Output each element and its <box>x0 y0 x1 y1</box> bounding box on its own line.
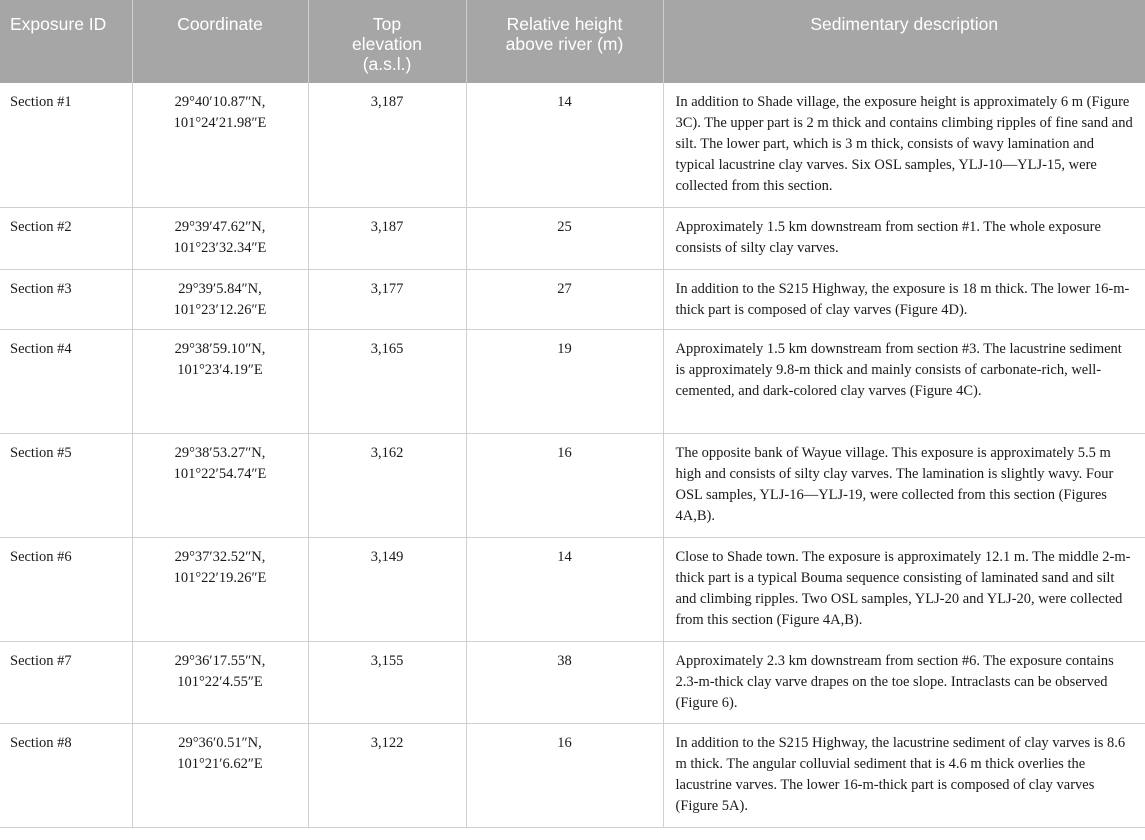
cell-top-elevation: 3,149 <box>308 537 466 641</box>
cell-description: Approximately 1.5 km downstream from section #1. The whole exposure consists of silty clay varves. <box>663 207 1145 269</box>
cell-top-elevation: 3,122 <box>308 723 466 827</box>
cell-top-elevation: 3,177 <box>308 269 466 329</box>
header-relative-height <box>466 0 663 83</box>
cell-latitude: 29°40′10.87″N, <box>174 94 266 110</box>
cell-coordinate <box>132 269 308 329</box>
cell-coordinate <box>132 723 308 827</box>
cell-relative-height: 38 <box>466 641 663 723</box>
cell-coordinate <box>132 641 308 723</box>
cell-description: In addition to Shade village, the exposure height is approximately 6 m (Figure 3C). The upper part is 2 m thick and contains climbing ripples of fine sand and silt. The lower part, which is 3 m thick, consists of wavy lamination and typical lacustrine clay varves. Six OSL samples, YLJ-10—YLJ-15, were collected from this section. <box>663 83 1145 207</box>
cell-exposure-id: Section #1 <box>0 83 132 207</box>
cell-latitude: 29°39′5.84″N, <box>178 280 262 297</box>
cell-longitude: 101°22′19.26″E <box>173 569 267 586</box>
cell-latitude: 29°36′0.51″N, <box>178 734 262 751</box>
table-row <box>0 641 1145 723</box>
cell-description: In addition to the S215 Highway, the exposure is 18 m thick. The lower 16-m-thick part is composed of clay varves (Figure 4D). <box>663 269 1145 329</box>
cell-description: Close to Shade town. The exposure is approximately 12.1 m. The middle 2-m-thick part is a typical Bouma sequence consisting of laminated sand and silt and climbing ripples. Two OSL samples, YLJ-20 and YLJ-20, were collected from this section (Figure 4A,B). <box>663 537 1145 641</box>
header-exposure-id: Exposure ID <box>0 0 132 83</box>
header-description: Sedimentary description <box>663 0 1145 83</box>
table-row <box>0 433 1145 537</box>
header-top-elevation-line2: elevation <box>351 34 423 54</box>
table-row <box>0 537 1145 641</box>
cell-relative-height: 25 <box>466 207 663 269</box>
header-top-elevation <box>308 0 466 83</box>
header-top-elevation-line1: Top <box>372 14 402 34</box>
cell-relative-height: 16 <box>466 723 663 827</box>
header-row <box>0 0 1145 83</box>
header-relative-height-line1: Relative height <box>506 14 623 34</box>
cell-top-elevation: 3,162 <box>308 433 466 537</box>
cell-latitude: 29°38′59.10″N, <box>174 340 266 357</box>
cell-longitude: 101°21′6.62″E <box>177 755 263 772</box>
cell-exposure-id: Section #8 <box>0 723 132 827</box>
table-row <box>0 83 1145 207</box>
cell-latitude: 29°38′53.27″N, <box>174 444 266 461</box>
header-top-elevation-line3: (a.s.l.) <box>362 54 412 74</box>
cell-exposure-id: Section #6 <box>0 537 132 641</box>
cell-description: Approximately 1.5 km downstream from section #3. The lacustrine sediment is approximately 9.8-m thick and mainly consists of carbonate-rich, well-cemented, and dark-colored clay varves (Figure 4C). <box>663 329 1145 433</box>
header-coordinate: Coordinate <box>132 0 308 83</box>
cell-exposure-id: Section #4 <box>0 329 132 433</box>
cell-exposure-id: Section #2 <box>0 207 132 269</box>
table-row <box>0 329 1145 433</box>
cell-longitude: 101°23′32.34″E <box>173 239 267 256</box>
cell-exposure-id: Section #5 <box>0 433 132 537</box>
cell-relative-height: 27 <box>466 269 663 329</box>
cell-exposure-id: Section #3 <box>0 269 132 329</box>
header-relative-height-line2: above river (m) <box>505 34 624 54</box>
cell-relative-height: 14 <box>466 537 663 641</box>
table-row <box>0 723 1145 827</box>
cell-longitude: 101°23′12.26″E <box>173 301 267 318</box>
cell-longitude: 101°22′4.55″E <box>177 673 263 690</box>
cell-relative-height: 14 <box>466 83 663 207</box>
cell-longitude: 101°22′54.74″E <box>173 465 267 482</box>
table-row <box>0 207 1145 269</box>
cell-description: In addition to the S215 Highway, the lacustrine sediment of clay varves is 8.6 m thick. The angular colluvial sediment that is 4.6 m thick overlies the lacustrine varves. The lower 16-m-thick part is composed of clay varves (Figure 5A). <box>663 723 1145 827</box>
cell-top-elevation: 3,155 <box>308 641 466 723</box>
cell-coordinate <box>132 83 308 207</box>
cell-description: The opposite bank of Wayue village. This exposure is approximately 5.5 m high and consists of silty clay varves. The lamination is slightly wavy. Four OSL samples, YLJ-16—YLJ-19, were collected from this section (Figures 4A,B). <box>663 433 1145 537</box>
cell-top-elevation: 3,187 <box>308 83 466 207</box>
table-row <box>0 269 1145 329</box>
cell-relative-height: 16 <box>466 433 663 537</box>
cell-longitude: 101°24′21.98″E <box>173 115 267 131</box>
cell-latitude: 29°36′17.55″N, <box>174 652 266 669</box>
cell-latitude: 29°37′32.52″N, <box>174 548 266 565</box>
cell-latitude: 29°39′47.62″N, <box>174 218 266 235</box>
cell-coordinate <box>132 207 308 269</box>
cell-longitude: 101°23′4.19″E <box>177 361 263 378</box>
cell-relative-height: 19 <box>466 329 663 433</box>
cell-coordinate <box>132 329 308 433</box>
cell-top-elevation: 3,165 <box>308 329 466 433</box>
cell-exposure-id: Section #7 <box>0 641 132 723</box>
cell-coordinate <box>132 433 308 537</box>
cell-top-elevation: 3,187 <box>308 207 466 269</box>
cell-coordinate <box>132 537 308 641</box>
cell-description: Approximately 2.3 km downstream from section #6. The exposure contains 2.3-m-thick clay varve drapes on the toe slope. Intraclasts can be observed (Figure 6). <box>663 641 1145 723</box>
